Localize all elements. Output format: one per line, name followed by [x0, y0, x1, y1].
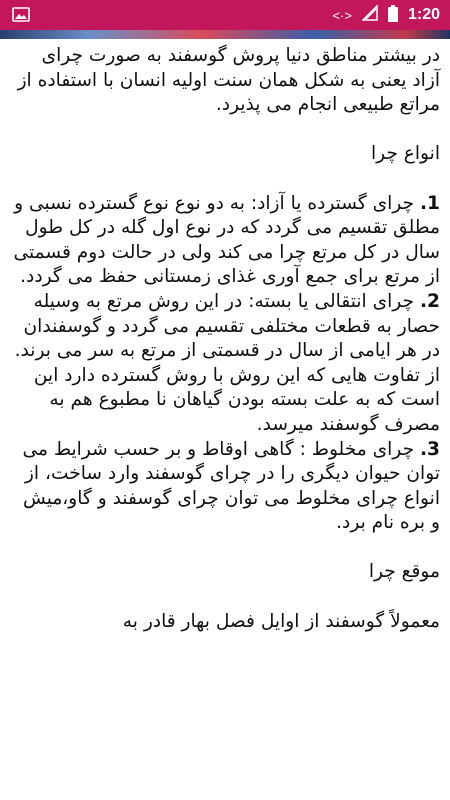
- battery-icon: [388, 5, 398, 26]
- signal-icon: [362, 5, 378, 25]
- section-heading-grazing-types: انواع چرا: [370, 143, 440, 165]
- image-icon: [12, 7, 30, 22]
- item-number: 3.: [419, 438, 440, 460]
- status-time: 1:20: [407, 6, 440, 23]
- list-item: [10, 192, 440, 290]
- item-number: 2.: [419, 290, 440, 312]
- cut-off-paragraph: معمولاً گوسفند از اوایل فصل بهار قادر به: [122, 610, 440, 632]
- list-item: [10, 438, 440, 536]
- header-image-strip: [0, 30, 450, 39]
- item-text: چرای گسترده یا آزاد: به دو نوع نوع گسترده نسبی و مطلق تقسیم می گردد که در نوع اول گله در کل طول سال در کل مرتع چرا می کند ولی در حالت دوم قسمتی از مرتع برای جمع آوری غذای زمستانی حفظ می گردد.: [13, 192, 440, 288]
- item-text: چرای مخلوط : گاهی اوقاط و بر حسب شرایط می توان حیوان دیگری را در چرای گوسفند وارد ساخت، از انواع چرای مخلوط می توان چرای گوسفند و گاو،میش و بره نام برد.: [22, 438, 440, 534]
- data-arrows-icon: <·>: [332, 7, 352, 23]
- section-heading-grazing-time: موقع چرا: [368, 561, 440, 583]
- item-text: چرای انتقالی یا بسته: در این روش مرتع به وسیله حصار به قطعات مختلفی تقسیم می گردد و گوسفندان در هر ایامی از سال در قسمتی از مرتع به سر می برند. از تفاوت هایی که این روش با روش گسترده دارد این است که به علت بسته بودن گیاهان نا مطبوع هم به مصرف گوسفند میرسد.: [14, 290, 440, 435]
- article-body: [10, 44, 440, 634]
- intro-paragraph: در بیشتر مناطق دنیا پروش گوسفند به صورت چرای آزاد یعنی به شکل همان سنت اولیه انسان با استفاده از مراتع طبیعی انجام می پذیرد.: [17, 45, 440, 116]
- item-number: 1.: [419, 192, 440, 214]
- status-bar: [0, 0, 450, 30]
- list-item: [10, 290, 440, 438]
